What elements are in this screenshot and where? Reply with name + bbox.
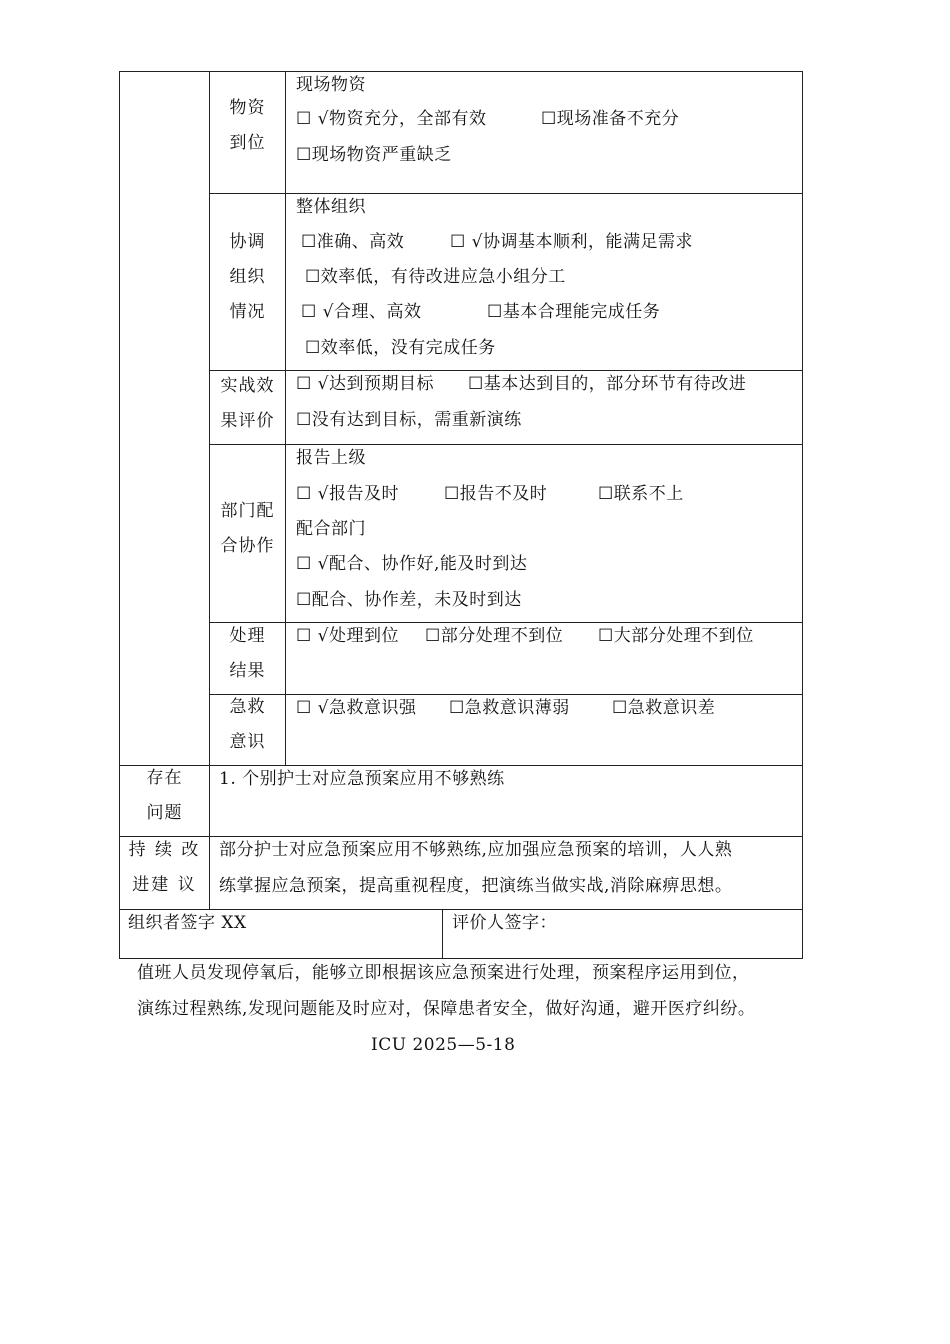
option-coordination-accurate[interactable]: ☐准确、高效: [301, 232, 405, 252]
option-coordination-basic[interactable]: ☐基本合理能完成任务: [487, 302, 661, 322]
option-firstaid-weak[interactable]: ☐急救意识薄弱: [449, 698, 570, 718]
option-coordination-failed[interactable]: ☐效率低，没有完成任务: [305, 338, 496, 358]
option-materials-insufficient[interactable]: ☐现场准备不充分: [541, 109, 680, 129]
option-report-timely[interactable]: ☐ √报告及时: [296, 484, 399, 504]
summary-paragraph: 值班人员发现停氧后，能够立即根据该应急预案进行处理，预案程序运用到位， 演练过程熟练,发现问题能及时应对，保障患者安全，做好沟通，避开医疗纠纷。: [137, 963, 756, 1019]
organizer-signature: 组织者签字 XX: [128, 913, 247, 933]
suggestions-label: 持 续 改 进建 议: [128, 840, 201, 895]
evaluator-signature: 评价人签字：: [452, 913, 557, 933]
option-effect-achieved[interactable]: ☐ √达到预期目标: [296, 374, 434, 394]
option-materials-sufficient[interactable]: ☐ √物资充分，全部有效: [296, 109, 487, 129]
handling-label: 处理 结果: [229, 626, 266, 681]
option-coop-poor[interactable]: ☐配合、协作差，未及时到达: [296, 590, 522, 610]
option-firstaid-strong[interactable]: ☐ √急救意识强: [296, 698, 417, 718]
report-heading: 报告上级: [296, 448, 366, 468]
firstaid-label: 急救 意识: [229, 697, 266, 752]
option-coordination-smooth[interactable]: ☐ √协调基本顺利，能满足需求: [450, 232, 693, 252]
problems-text: 1. 个别护士对应急预案应用不够熟练: [219, 769, 505, 789]
option-firstaid-poor[interactable]: ☐急救意识差: [612, 698, 716, 718]
coop-heading: 配合部门: [296, 519, 366, 539]
option-coordination-inefficient[interactable]: ☐效率低，有待改进应急小组分工: [305, 267, 566, 287]
effect-label: 实战效 果评价: [220, 376, 275, 431]
materials-label: 物资 到位: [229, 98, 266, 153]
option-report-late[interactable]: ☐报告不及时: [444, 484, 548, 504]
materials-heading: 现场物资: [296, 75, 366, 95]
option-materials-lacking[interactable]: ☐现场物资严重缺乏: [296, 145, 452, 165]
coordination-heading: 整体组织: [296, 197, 366, 217]
option-coordination-reasonable[interactable]: ☐ √合理、高效: [301, 302, 422, 322]
option-effect-failed[interactable]: ☐没有达到目标，需重新演练: [296, 410, 522, 430]
suggestions-text: 部分护士对应急预案应用不够熟练,应加强应急预案的培训，人人熟 练掌握应急预案，提高重视程度，把演练当做实战,消除麻痹思想。: [219, 840, 733, 896]
option-report-unreachable[interactable]: ☐联系不上: [598, 484, 684, 504]
option-handling-done[interactable]: ☐ √处理到位: [296, 626, 399, 646]
option-coop-good[interactable]: ☐ √配合、协作好,能及时到达: [296, 554, 528, 574]
option-handling-mostly-not[interactable]: ☐大部分处理不到位: [598, 626, 754, 646]
coordination-label: 协调 组织 情况: [229, 232, 266, 322]
problems-label: 存在 问题: [146, 768, 183, 823]
department-label: 部门配 合协作: [220, 501, 275, 556]
option-effect-partial[interactable]: ☐基本达到目的，部分环节有待改进: [468, 374, 747, 394]
option-handling-partial[interactable]: ☐部分处理不到位: [425, 626, 564, 646]
department-date: ICU 2025—5-18: [371, 1035, 516, 1055]
